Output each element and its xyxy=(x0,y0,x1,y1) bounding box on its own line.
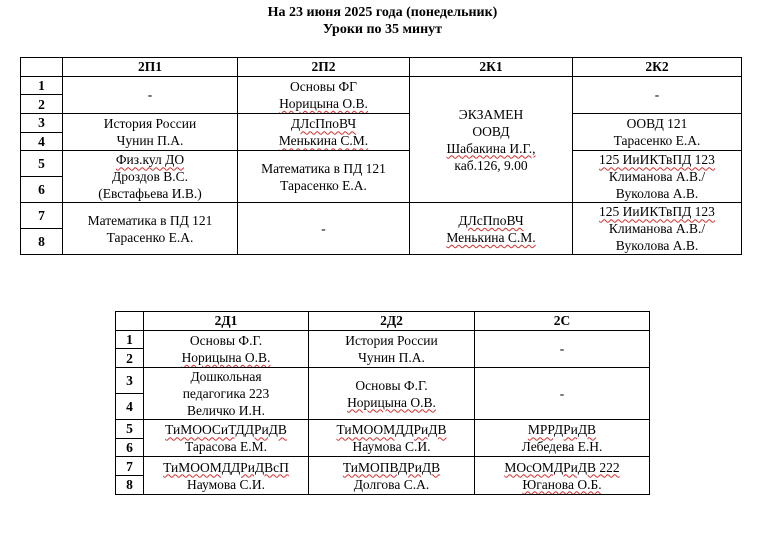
lesson-number: 6 xyxy=(116,438,144,457)
page-header xyxy=(0,4,765,38)
lesson-cell: Математика в ПД 121 Тарасенко Е.А. xyxy=(238,151,410,203)
lesson-number: 6 xyxy=(21,177,63,203)
lesson-cell: - xyxy=(475,368,650,420)
header-lesson-length: Уроки по 35 минут xyxy=(322,22,443,37)
lesson-cell: ТиМОПВДРиДВ Долгова С.А. xyxy=(309,457,475,494)
lesson-cell: МРРДРиДВ Лебедева Е.Н. xyxy=(475,420,650,457)
lesson-cell: ООВД 121 Тарасенко Е.А. xyxy=(573,114,742,151)
table-header-row xyxy=(21,58,742,77)
table-row xyxy=(116,457,650,476)
lesson-cell: ДЛсПпоВЧ Менькина С.М. xyxy=(410,203,573,255)
lesson-cell: ДЛсПпоВЧ Менькина С.М. xyxy=(238,114,410,151)
group-header: 2К2 xyxy=(573,58,742,77)
table-row xyxy=(116,330,650,349)
lesson-number: 2 xyxy=(116,349,144,368)
group-header: 2П2 xyxy=(238,58,410,77)
lesson-cell: Дошкольная педагогика 223 Величко И.Н. xyxy=(144,368,309,420)
table-row xyxy=(21,76,742,95)
table-row xyxy=(116,368,650,394)
corner-cell xyxy=(21,58,63,77)
lesson-number: 1 xyxy=(116,330,144,349)
lesson-cell: - xyxy=(63,76,238,113)
group-header: 2С xyxy=(475,312,650,331)
lesson-cell: - xyxy=(238,203,410,255)
lesson-cell: Основы Ф.Г. Норицына О.В. xyxy=(144,330,309,367)
lesson-cell: Математика в ПД 121 Тарасенко Е.А. xyxy=(63,203,238,255)
lesson-number: 1 xyxy=(21,76,63,95)
lesson-number: 8 xyxy=(116,476,144,495)
table-row xyxy=(21,114,742,133)
schedule-table-2 xyxy=(115,311,650,495)
header-date: На 23 июня 2025 года (понедельник) xyxy=(267,5,498,20)
group-header: 2П1 xyxy=(63,58,238,77)
table-row xyxy=(21,151,742,177)
lesson-cell: История России Чунин П.А. xyxy=(63,114,238,151)
lesson-number: 4 xyxy=(116,394,144,420)
corner-cell xyxy=(116,312,144,331)
table-row xyxy=(116,420,650,439)
lesson-cell: Основы ФГ Норицына О.В. xyxy=(238,76,410,113)
group-header: 2Д1 xyxy=(144,312,309,331)
lesson-cell: Основы Ф.Г. Норицына О.В. xyxy=(309,368,475,420)
lesson-number: 5 xyxy=(116,420,144,439)
lesson-cell: 125 ИиИКТвПД 123 Климанова А.В./ Вуколова А.В. xyxy=(573,151,742,203)
lesson-cell: - xyxy=(475,330,650,367)
lesson-cell: ТиМООМДДРиДВ Наумова С.И. xyxy=(309,420,475,457)
lesson-number: 7 xyxy=(21,203,63,229)
lesson-cell: Физ.кул ДО Дроздов В.С. (Евстафьева И.В.) xyxy=(63,151,238,203)
lesson-cell: МОсОМДРиДВ 222 Юганова О.Б. xyxy=(475,457,650,494)
lesson-number: 7 xyxy=(116,457,144,476)
lesson-cell: История России Чунин П.А. xyxy=(309,330,475,367)
group-header: 2К1 xyxy=(410,58,573,77)
lesson-cell: ТиМООСиТДДРиДВ Тарасова Е.М. xyxy=(144,420,309,457)
lesson-number: 3 xyxy=(21,114,63,133)
lesson-cell: ЭКЗАМЕН ООВД Шабакина И.Г., каб.126, 9.00 xyxy=(410,76,573,203)
lesson-number: 3 xyxy=(116,368,144,394)
table-header-row xyxy=(116,312,650,331)
table-row xyxy=(21,203,742,229)
lesson-number: 4 xyxy=(21,132,63,151)
lesson-number: 8 xyxy=(21,229,63,255)
lesson-cell: 125 ИиИКТвПД 123 Климанова А.В./ Вуколова А.В. xyxy=(573,203,742,255)
group-header: 2Д2 xyxy=(309,312,475,331)
lesson-number: 5 xyxy=(21,151,63,177)
schedule-table-1 xyxy=(20,57,742,255)
lesson-number: 2 xyxy=(21,95,63,114)
lesson-cell: - xyxy=(573,76,742,113)
lesson-cell: ТиМООМДДРиДВсП Наумова С.И. xyxy=(144,457,309,494)
